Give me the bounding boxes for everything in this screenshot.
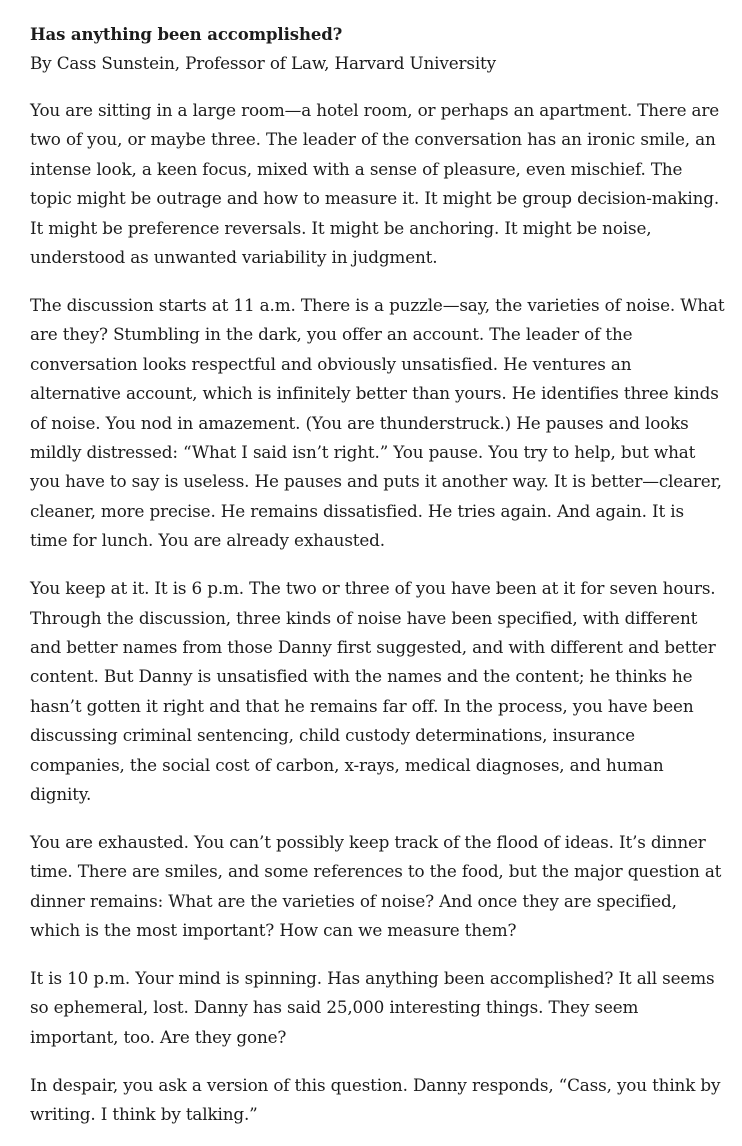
article-paragraph-5: It is 10 p.m. Your mind is spinning. Has anything been accomplished? It all seems so ephemeral, lost. Danny has said 25,000 interesting things. They seem important, too. Are they gone? (30, 967, 715, 1047)
article-paragraph-2: The discussion starts at 11 a.m. There is a puzzle—say, the varieties of noise. What are they? Stumbling in the dark, you offer an account. The leader of the conversation looks respectful and obviously unsatisfied. He ventures an alternative account, which is infinitely better than yours. He identifies three kinds of noise. You nod in amazement. (You are thunderstruck.) He pauses and looks mildly distressed: “What I said isn’t right.” You pause. You try to help, but what you have to say is useless. He pauses and puts it another way. It is better—clearer, cleaner, more precise. He remains dissatisfied. He tries again. And again. It is time for lunch. You are already exhausted. (30, 294, 725, 551)
article-paragraph-4: You are exhausted. You can’t possibly keep track of the flood of ideas. It’s dinner time. There are smiles, and some references to the food, but the major question at dinner remains: What are the varieties of noise? And once they are specified, which is the most important? How can we measure them? (30, 831, 722, 941)
article-paragraph-6: In despair, you ask a version of this question. Danny responds, “Cass, you think by writing. I think by talking.” (30, 1074, 721, 1125)
article-paragraph-1: You are sitting in a large room—a hotel room, or perhaps an apartment. There are two of you, or maybe three. The leader of the conversation has an ironic smile, an intense look, a keen focus, mixed with a sense of pleasure, even mischief. The topic might be outrage and how to measure it. It might be group decision-making. It might be preference reversals. It might be anchoring. It might be noise, understood as unwanted variability in judgment. (30, 100, 720, 268)
article-title: Has anything been accomplished? (30, 25, 343, 44)
article-byline: By Cass Sunstein, Professor of Law, Harvard University (30, 53, 496, 73)
article-paragraph-3: You keep at it. It is 6 p.m. The two or three of you have been at it for seven hours. Through the discussion, three kinds of noise have been specified, with different and better names from those Danny first suggested, and with different and better content. But Danny is unsatisfied with the names and the content; he thinks he hasn’t gotten it right and that he remains far off. In the process, you have been discussing criminal sentencing, child custody determinations, insurance companies, the social cost of carbon, x-rays, medical diagnoses, and human dignity. (30, 578, 716, 804)
